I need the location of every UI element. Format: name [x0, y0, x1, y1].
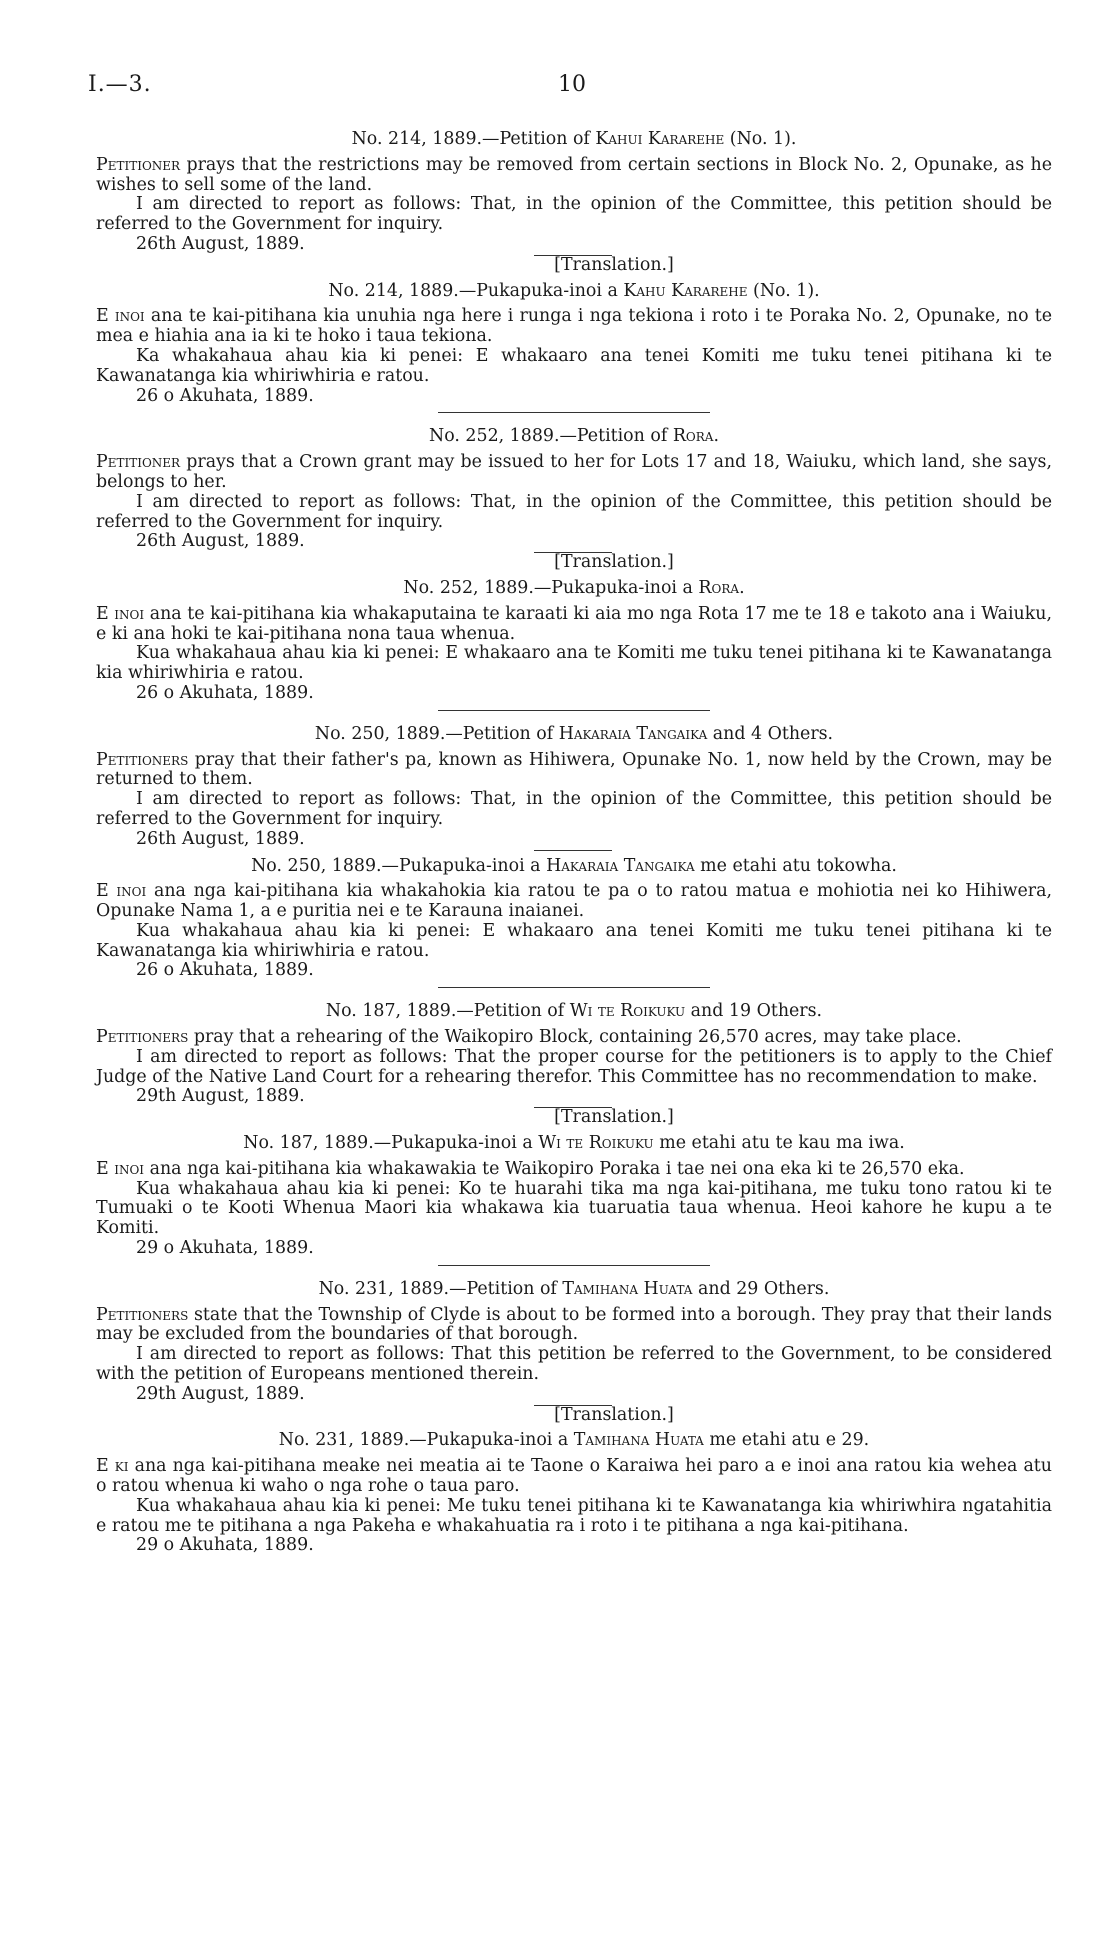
translation-label: [Translation.]: [554, 254, 674, 275]
translation-report: Kua whakahaua ahau kia ki penei: Ko te huarahi tika ma nga kai-pitihana, me tuku tono ratou ki te Tumuaki o te Kooti Whenua Maori kia whakawa kia tuaruatia taua whenua. Heoi kahore he kupu a te Komiti.: [96, 1178, 1052, 1239]
translation-body: E inoi ana nga kai-pitihana kia whakawakia te Waikopiro Poraka i tae nei ona eka ki te 26,570 eka.: [96, 1158, 965, 1179]
petition-body: Petitioners state that the Township of Clyde is about to be formed into a borough. They pray that their lands may be excluded from the boundaries of that borough.: [96, 1304, 1052, 1345]
translation-report: Kua whakahaua ahau kia ki penei: E whakaaro ana tenei Komiti me tuku tenei pitihana ki te Kawanatanga kia whiriwhiria e ratou.: [96, 920, 1052, 961]
petition-section: [96, 130, 1052, 406]
report-date: 26th August, 1889.: [136, 233, 305, 254]
translation-heading: No. 250, 1889.—Pukapuka-inoi a Hakaraia Tangaika me etahi atu tokowha.: [251, 855, 897, 876]
translation-body: E inoi ana te kai-pitihana kia whakaputaina te karaati ki aia mo nga Rota 17 me te 18 e takoto ana i Waiuku, e ki ana hoki te kai-pitihana nona taua whenua.: [96, 603, 1052, 644]
paper-reference: I.—3.: [88, 72, 152, 97]
translation-body: E ki ana nga kai-pitihana meake nei meatia ai te Taone o Karaiwa hei paro a e inoi ana ratou kia wehea atu o ratou whenua ki waho o nga rohe o taua paro.: [96, 1456, 1052, 1497]
translation-heading: No. 252, 1889.—Pukapuka-inoi a Rora.: [403, 577, 745, 598]
petition-body: Petitioner prays that a Crown grant may be issued to her for Lots 17 and 18, Waiuku, which land, she says, belongs to her.: [96, 452, 1052, 492]
translation-date: 29 o Akuhata, 1889.: [136, 1535, 314, 1556]
petitioner-name: Rora: [698, 577, 740, 598]
page-number: 10: [558, 72, 586, 97]
report-date: 29th August, 1889.: [136, 1383, 305, 1404]
translation-heading: No. 187, 1889.—Pukapuka-inoi a Wi te Roikuku me etahi atu te kau ma iwa.: [243, 1133, 905, 1154]
translation-heading: No. 231, 1889.—Pukapuka-inoi a Tamihana Huata me etahi atu e 29.: [278, 1430, 870, 1451]
petitioner-name: Kahu Kararehe: [623, 280, 748, 301]
translation-date: 26 o Akuhata, 1889.: [136, 385, 314, 406]
committee-report: I am directed to report as follows: That the proper course for the petitioners is to apply to the Chief Judge of the Native Land Court for a rehearing therefor. This Committee has no recommendation to make.: [96, 1046, 1052, 1087]
page-content: [96, 130, 1052, 1556]
petitioner-name: Tamihana Huata: [573, 1430, 704, 1451]
petitioner-name: Hakaraia Tangaika: [546, 855, 695, 876]
petition-heading: No. 250, 1889.—Petition of Hakaraia Tangaika and 4 Others.: [314, 723, 834, 744]
committee-report: I am directed to report as follows: That, in the opinion of the Committee, this petition should be referred to the Government for inquiry.: [96, 789, 1052, 829]
petition-body: Petitioner prays that the restrictions may be removed from certain sections in Block No. 2, Opunake, as he wishes to sell some of the land.: [96, 154, 1052, 195]
committee-report: I am directed to report as follows: That, in the opinion of the Committee, this petition should be referred to the Government for inquiry.: [96, 194, 1052, 235]
translation-report: Kua whakahaua ahau kia ki penei: E whakaaro ana te Komiti me tuku tenei pitihana ki te Kawanatanga kia whiriwhiria e ratou.: [96, 643, 1052, 684]
translation-date: 26 o Akuhata, 1889.: [136, 960, 314, 981]
petitioner-name: Kahui Kararehe: [595, 129, 725, 149]
petition-heading: No. 231, 1889.—Petition of Tamihana Huata and 29 Others.: [318, 1278, 830, 1299]
petition-section: [96, 427, 1052, 703]
petitioner-name: Rora: [672, 426, 714, 447]
committee-report: I am directed to report as follows: That, in the opinion of the Committee, this petition should be referred to the Government for inquiry.: [96, 491, 1052, 532]
petition-heading: No. 187, 1889.—Petition of Wi te Roikuku and 19 Others.: [325, 1001, 823, 1022]
petition-heading: No. 252, 1889.—Petition of Rora.: [429, 426, 719, 447]
report-date: 26th August, 1889.: [136, 828, 305, 849]
report-date: 29th August, 1889.: [136, 1086, 305, 1107]
petition-heading: No. 214, 1889.—Petition of Kahui Kararehe (No. 1).: [351, 129, 797, 149]
translation-report: Kua whakahaua ahau kia ki penei: Me tuku tenei pitihana ki te Kawanatanga kia whiriwhira ngatahitia e ratou me te pitihana a nga Pakeha e whakahuatia ra i roto i te pitihana a nga kai-pitihana.: [96, 1495, 1052, 1536]
translation-body: E inoi ana nga kai-pitihana kia whakahokia kia ratou te pa o to ratou matua e mohiotia nei ko Hihiwera, Opunake Nama 1, a e puritia nei e te Karauna inaianei.: [96, 881, 1052, 922]
petition-section: [96, 725, 1052, 982]
petition-section: [96, 1002, 1052, 1259]
petition-body: Petitioners pray that their father's pa, known as Hihiwera, Opunake No. 1, now held by the Crown, may be returned to them.: [96, 749, 1052, 790]
translation-label: [Translation.]: [554, 1107, 674, 1128]
translation-body: E inoi ana te kai-pitihana kia unuhia nga here i runga i nga tekiona i roto i te Poraka No. 2, Opunake, no te mea e hiahia ana ia ki te hoko i taua tekiona.: [96, 306, 1052, 347]
petition-section: [96, 1280, 1052, 1556]
petitioner-name: Wi te Roikuku: [569, 1001, 686, 1022]
translation-label: [Translation.]: [554, 552, 674, 573]
translation-label: [Translation.]: [554, 1404, 674, 1425]
translation-heading: No. 214, 1889.—Pukapuka-inoi a Kahu Kararehe (No. 1).: [328, 280, 820, 301]
translation-report: Ka whakahaua ahau kia ki penei: E whakaaro ana tenei Komiti me tuku tenei pitihana ki te Kawanatanga kia whiriwhiria e ratou.: [96, 345, 1052, 386]
petitioner-name: Tamihana Huata: [562, 1278, 693, 1299]
translation-date: 26 o Akuhata, 1889.: [136, 682, 314, 703]
report-date: 26th August, 1889.: [136, 531, 305, 552]
committee-report: I am directed to report as follows: That this petition be referred to the Government, to be considered with the petition of Europeans mentioned therein.: [96, 1344, 1052, 1385]
petition-body: Petitioners pray that a rehearing of the Waikopiro Block, containing 26,570 acres, may take place.: [96, 1027, 962, 1048]
translation-date: 29 o Akuhata, 1889.: [136, 1238, 314, 1259]
petitioner-name: Hakaraia Tangaika: [558, 723, 708, 744]
petitioner-name: Wi te Roikuku: [538, 1133, 654, 1154]
